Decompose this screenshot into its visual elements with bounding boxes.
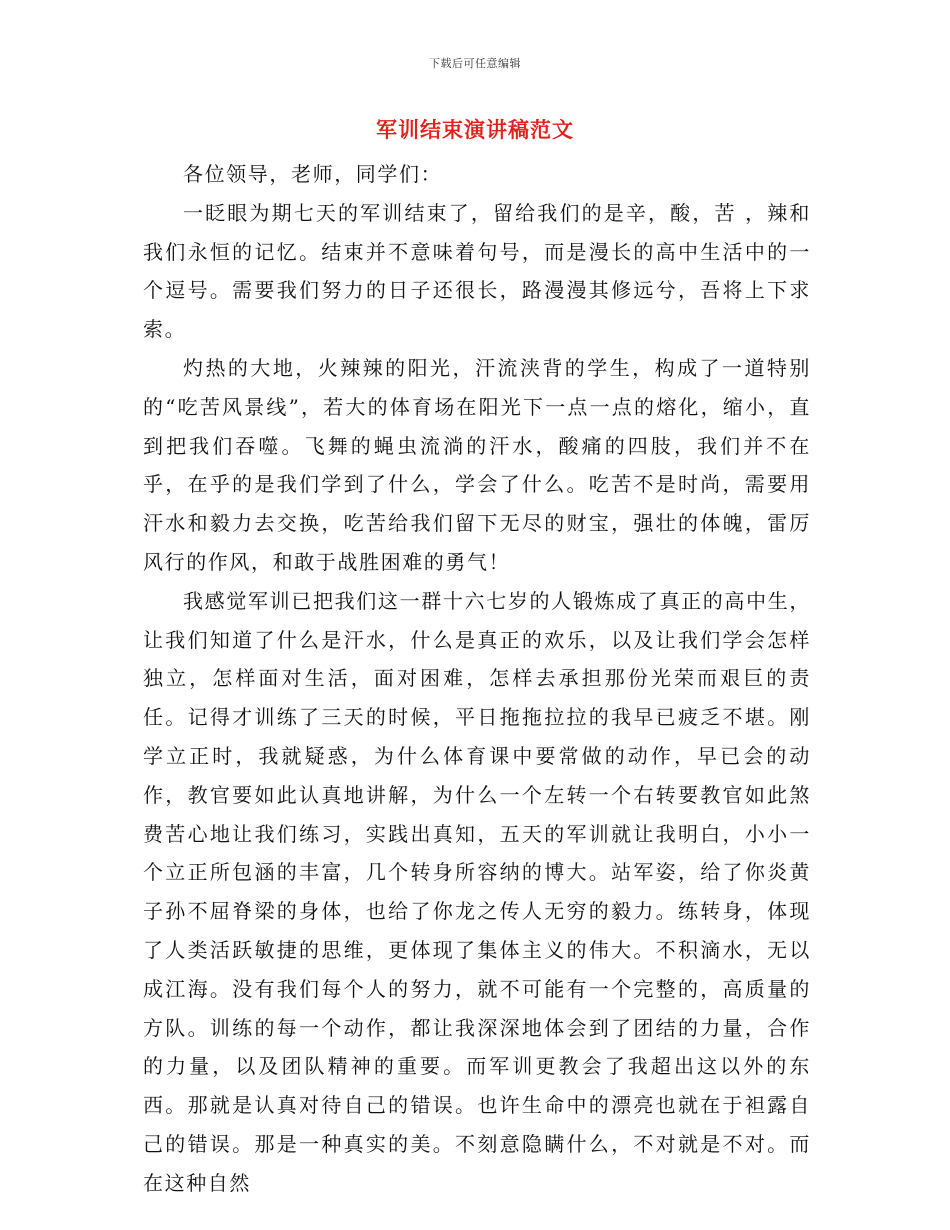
body-paragraph: 一眨眼为期七天的军训结束了，留给我们的是辛，酸，苦 ，辣和我们永恒的记忆。结束并不意味着句号，而是漫长的高中生活中的一个逗号。需要我们努力的日子还很长，路漫漫其修远兮，吾将上下求索。	[143, 200, 811, 342]
body-paragraph: 我感觉军训已把我们这一群十六七岁的人锻炼成了真正的高中生，让我们知道了什么是汗水，什么是真正的欢乐，以及让我们学会怎样独立，怎样面对生活，面对困难，怎样去承担那份光荣而艰巨的责任。记得才训练了三天的时候，平日拖拖拉拉的我早已疲乏不堪。刚学立正时，我就疑惑，为什么体育课中要常做的动作，早已会的动作，教官要如此认真地讲解，为什么一个左转一个右转要教官如此煞费苦心地让我们练习，实践出真知，五天的军训就让我明白，小小一个立正所包涵的丰富，几个转身所容纳的博大。站军姿，给了你炎黄子孙不屈脊梁的身体，也给了你龙之传人无穷的毅力。练转身，体现了人类活跃敏捷的思维，更体现了集体主义的伟大。不积滴水，无以成江海。没有我们每个人的努力，就不可能有一个完整的，高质量的方队。训练的每一个动作，都让我深深地体会到了团结的力量，合作的力量，以及团队精神的重要。而军训更教会了我超出这以外的东西。那就是认真对待自己的错误。也许生命中的漂亮也就在于袒露自己的错误。那是一种真实的美。不刻意隐瞒什么，不对就是不对。而在这种自然	[143, 588, 811, 1195]
document-title: 军训结束演讲稿范文	[376, 117, 574, 142]
body-paragraph: 灼热的大地，火辣辣的阳光，汗流浃背的学生，构成了一道特别的“吃苦风景线”，若大的体育场在阳光下一点一点的熔化，缩小，直到把我们吞噬。飞舞的蝇虫流淌的汗水，酸痛的四肢，我们并不在乎，在乎的是我们学到了什么，学会了什么。吃苦不是时尚，需要用汗水和毅力去交换，吃苦给我们留下无尽的财宝，强壮的体魄，雷厉风行的作风，和敢于战胜困难的勇气！	[143, 355, 811, 574]
document-body	[143, 155, 811, 1203]
salutation-paragraph: 各位领导，老师，同学们：	[183, 162, 443, 186]
header-note: 下载后可任意编辑	[429, 57, 521, 70]
